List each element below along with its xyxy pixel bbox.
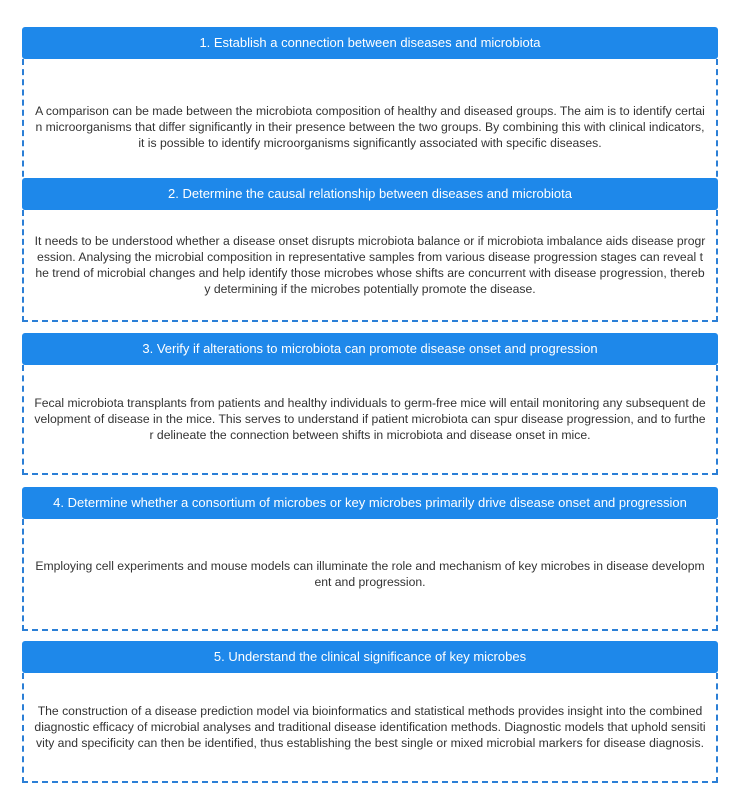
- step-1-body: [22, 59, 718, 197]
- step-5-body: [22, 673, 718, 783]
- step-2-body: [22, 210, 718, 322]
- step-5-description: The construction of a disease prediction model via bioinformatics and statistical methods provides insight into the combined diagnostic efficacy of microbial analyses and traditional disease identification methods. Diagnostic models that uphold sensitivity and specificity can then be identified, thus establishing the best single or mixed microbial markers for disease diagnosis.: [34, 704, 706, 750]
- step-2-description: It needs to be understood whether a disease onset disrupts microbiota balance or if microbiota imbalance aids disease progression. Analysing the microbial composition in representative samples from various disease progression stages can reveal the trend of microbial changes and help identify those microbes whose shifts are concurrent with disease progression, thereby determining if the microbes potentially promote the disease.: [34, 234, 706, 296]
- step-4-description: Employing cell experiments and mouse models can illuminate the role and mechanism of key microbes in disease development and progression.: [35, 559, 705, 589]
- step-3-header: 3. Verify if alterations to microbiota can promote disease onset and progression: [22, 333, 718, 365]
- step-5-header: 5. Understand the clinical significance of key microbes: [22, 641, 718, 673]
- step-4-body: [22, 519, 718, 631]
- step-1-header: 1. Establish a connection between diseases and microbiota: [22, 27, 718, 59]
- step-3-body: [22, 365, 718, 475]
- step-2-header: 2. Determine the causal relationship between diseases and microbiota: [22, 178, 718, 210]
- step-1-description: A comparison can be made between the microbiota composition of healthy and diseased groups. The aim is to identify certain microorganisms that differ significantly in their presence between the two groups. By combining this with clinical indicators, it is possible to identify microorganisms significantly associated with specific diseases.: [35, 104, 705, 150]
- step-3-description: Fecal microbiota transplants from patients and healthy individuals to germ-free mice will entail monitoring any subsequent development of disease in the mice. This serves to understand if patient microbiota can spur disease progression, and to further delineate the connection between shifts in microbiota and disease onset in mice.: [34, 396, 706, 442]
- step-4-header: 4. Determine whether a consortium of microbes or key microbes primarily drive disease onset and progression: [22, 487, 718, 519]
